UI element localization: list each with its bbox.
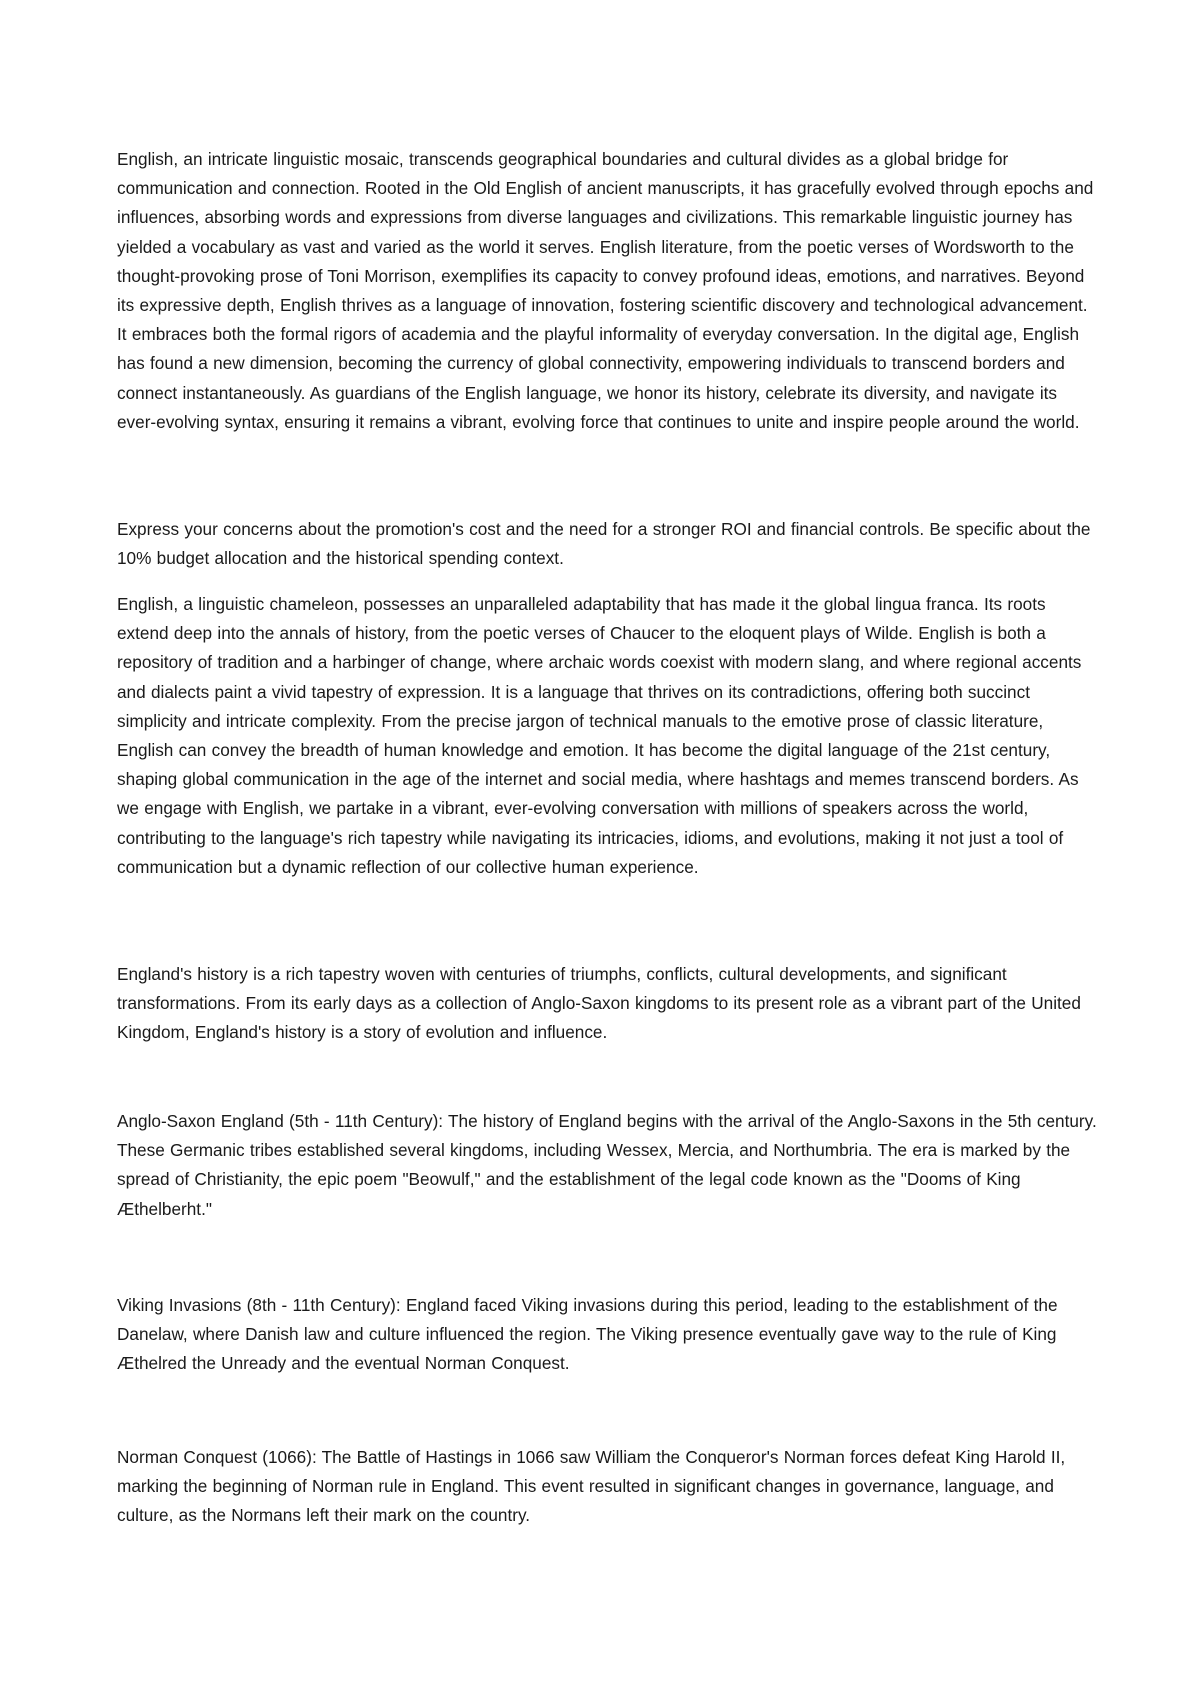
paragraph-anglo-saxon-england: Anglo-Saxon England (5th - 11th Century): The history of England begins with the arrival of the Anglo-Saxons in the 5th century. These Germanic tribes established several kingdoms, including Wessex, Mercia, and Northumbria. The era is marked by the spread of Christianity, the epic poem "Beowulf," and the establishment of the legal code known as the "Dooms of King Æthelberht." xyxy=(117,1111,1097,1219)
paragraph-english-mosaic: English, an intricate linguistic mosaic, transcends geographical boundaries and cultural divides as a global bridge for communication and connection. Rooted in the Old English of ancient manuscripts, it has gracefully evolved through epochs and influences, absorbing words and expressions from diverse languages and civilizations. This remarkable linguistic journey has yielded a vocabulary as vast and varied as the world it serves. English literature, from the poetic verses of Wordsworth to the thought-provoking prose of Toni Morrison, exemplifies its capacity to convey profound ideas, emotions, and narratives. Beyond its expressive depth, English thrives as a language of innovation, fostering scientific discovery and technological advancement. It embraces both the formal rigors of academia and the playful informality of everyday conversation. In the digital age, English has found a new dimension, becoming the currency of global connectivity, empowering individuals to transcend borders and connect instantaneously. As guardians of the English language, we honor its history, celebrate its diversity, and navigate its ever-evolving syntax, ensuring it remains a vibrant, evolving force that continues to unite and inspire people around the world. xyxy=(117,149,1094,432)
paragraph-linguistic-chameleon: English, a linguistic chameleon, possesses an unparalleled adaptability that has made it the global lingua franca. Its roots extend deep into the annals of history, from the poetic verses of Chaucer to the eloquent plays of Wilde. English is both a repository of tradition and a harbinger of change, where archaic words coexist with modern slang, and where regional accents and dialects paint a vivid tapestry of expression. It is a language that thrives on its contradictions, offering both succinct simplicity and intricate complexity. From the precise jargon of technical manuals to the emotive prose of classic literature, English can convey the breadth of human knowledge and emotion. It has become the digital language of the 21st century, shaping global communication in the age of the internet and social media, where hashtags and memes transcend borders. As we engage with English, we partake in a vibrant, ever-evolving conversation with millions of speakers across the world, contributing to the language's rich tapestry while navigating its intricacies, idioms, and evolutions, making it not just a tool of communication but a dynamic reflection of our collective human experience. xyxy=(117,594,1082,877)
paragraph-viking-invasions: Viking Invasions (8th - 11th Century): England faced Viking invasions during this period, leading to the establishment of the Danelaw, where Danish law and culture influenced the region. The Viking presence eventually gave way to the rule of King Æthelred the Unready and the eventual Norman Conquest. xyxy=(117,1295,1058,1374)
paragraph-promotion-concerns: Express your concerns about the promotion's cost and the need for a stronger ROI and financial controls. Be specific about the 10% budget allocation and the historical spending context. xyxy=(117,519,1091,569)
paragraph-norman-conquest: Norman Conquest (1066): The Battle of Hastings in 1066 saw William the Conqueror's Norman forces defeat King Harold II, marking the beginning of Norman rule in England. This event resulted in significant changes in governance, language, and culture, as the Normans left their mark on the country. xyxy=(117,1447,1066,1526)
paragraph-england-history-intro: England's history is a rich tapestry woven with centuries of triumphs, conflicts, cultural developments, and significant transformations. From its early days as a collection of Anglo-Saxon kingdoms to its present role as a vibrant part of the United Kingdom, England's history is a story of evolution and influence. xyxy=(117,964,1081,1043)
